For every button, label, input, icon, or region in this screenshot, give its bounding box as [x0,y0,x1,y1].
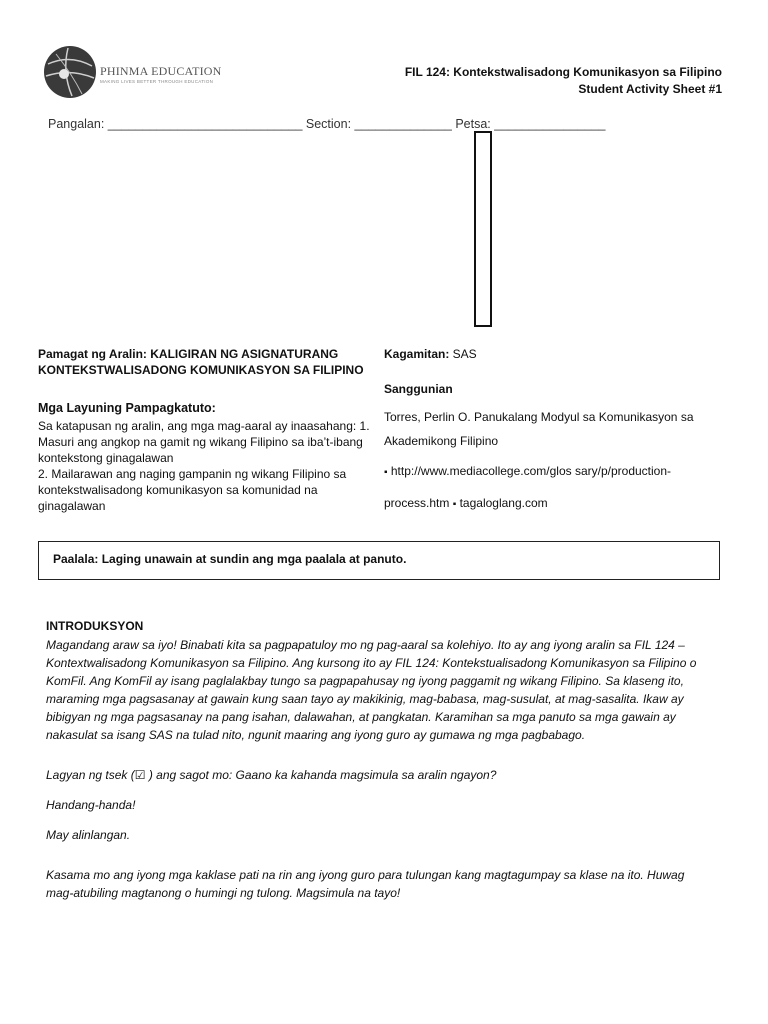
bullet-icon: ▪ [384,467,388,478]
question-text: Lagyan ng tsek ( [46,768,135,782]
intro-line: maraming mga pagsasanay at gawain kung saan tayo ay makikinig, mag-babasa, mag-susulat, at mag-sasalita. Ikaw ay [46,692,684,706]
phinma-logo [42,44,222,100]
option-label: May alinlangan. [46,828,131,842]
intro-line: Kontextwalisadong Komunikasyon sa Filipino. Ang kursong ito ay FIL 124: Kontekstualisadong Komunikasyon sa Filipino o [46,656,697,670]
globe-icon [42,44,98,100]
logo-subtext: MAKING LIVES BETTER THROUGH EDUCATION [100,79,214,84]
objectives-line: ginagalawan [38,499,106,513]
lesson-title-line: KONTEKSTWALISADONG KOMUNIKASYON SA FILIPINO [38,363,364,377]
reference-link[interactable]: tagaloglang.com [456,496,548,510]
blank-box [474,131,492,327]
bullet-icon: ▪ [452,499,457,510]
document-header [405,64,722,98]
intro-line: bibigyan ng mga pagsasanay na pang isahan, dalawahan, at pangkatan. Karamihan sa mga panuto sa mga gawain ay [46,710,676,724]
closing-line: Kasama mo ang iyong mga kaklase pati na rin ang iyong guro para tulungan kang magtagumpay sa klase na ito. Huwag [46,868,685,882]
intro-line: Magandang araw sa iyo! Binabati kita sa pagpapatuloy mo ng pag-aaral sa kolehiyo. Ito ay ang iyong aralin sa FIL 124 – [46,638,685,652]
materials-value: SAS [449,347,477,361]
reference-item [384,491,734,517]
lesson-title-line: Pamagat ng Aralin: KALIGIRAN NG ASIGNATURANG [38,347,339,361]
closing-paragraph [46,866,728,902]
reference-link[interactable]: http://www.mediacollege.com/glos sary/p/production- [387,464,672,478]
objectives-line: kontekstong ginagalawan [38,451,174,465]
logo-text: PHINMA EDUCATION [100,64,222,78]
reference-link[interactable]: process.htm [384,496,453,510]
objectives-line: kontekstwalisadong komunikasyon sa komunidad na [38,483,318,497]
materials [384,346,734,362]
lesson-title [38,346,378,378]
option-unsure[interactable] [46,826,728,844]
intro-line: nakasulat sa isang SAS na tulad nito, ngunit maaring ang iyong guro ay gumawa ng mga pagbabago. [46,728,586,742]
reference-item [384,459,734,485]
reference-item [384,405,734,429]
objectives-line: Masuri ang angkop na gamit ng wikang Filipino sa iba’t-ibang [38,435,363,449]
closing-line: mag-atubiling magtanong o humingi ng tulong. Magsimula na tayo! [46,886,401,900]
materials-label: Kagamitan: [384,347,450,361]
reminder-box [38,541,720,580]
option-label: Handang-handa! [46,798,136,812]
intro-line: KomFil. Ang KomFil ay isang paglalakbay tungo sa pagpapahusay ng iyong paggamit ng wikang Filipino. Sa klaseng ito, [46,674,684,688]
readiness-question [46,766,728,784]
option-ready[interactable] [46,796,728,814]
objectives-line: 2. Mailarawan ang naging gampanin ng wikang Filipino sa [38,467,347,481]
student-info-line[interactable]: Pangalan: ____________________________ Section: ______________ Petsa: ________________ [48,117,606,131]
references-list [384,405,734,517]
objectives-heading: Mga Layuning Pampagkatuto: [38,401,216,415]
reference-text: Torres, Perlin O. Panukalang Modyul sa Komunikasyon sa [384,410,694,424]
reference-text: Akademikong Filipino [384,434,499,448]
objectives-text [38,418,378,514]
intro-paragraph [46,636,728,744]
question-text: ) ang sagot mo: Gaano ka kahanda magsimula sa aralin ngayon? [145,768,497,782]
references-heading: Sanggunian [384,382,453,396]
course-title: FIL 124: Kontekstwalisadong Komunikasyon sa Filipino [404,65,722,79]
reminder-text: Paalala: Laging unawain at sundin ang mga paalala at panuto. [53,552,407,566]
checkbox-icon: ☑ [134,768,146,782]
objectives-line: Sa katapusan ng aralin, ang mga mag-aaral ay inaasahang: 1. [38,419,370,433]
sheet-title: Student Activity Sheet #1 [578,82,722,96]
intro-heading: INTRODUKSYON [46,619,144,633]
